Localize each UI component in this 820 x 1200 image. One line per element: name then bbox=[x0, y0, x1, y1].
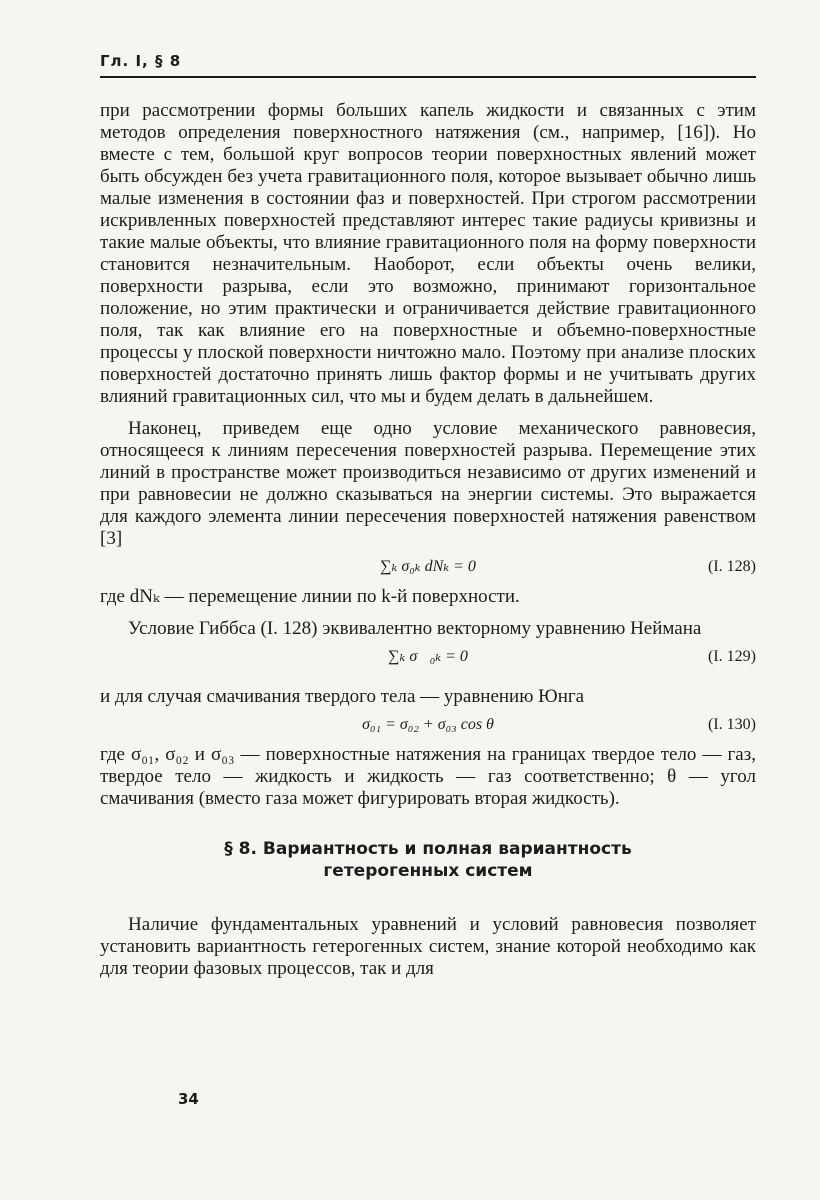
equation-130-number: (I. 130) bbox=[708, 716, 756, 733]
section-title-line-2: гетерогенных систем bbox=[323, 861, 533, 881]
equation-130: σ₀₁ = σ₀₂ + σ₀₃ cos θ bbox=[362, 716, 494, 733]
page-body bbox=[100, 100, 756, 980]
running-header: Гл. I, § 8 bbox=[100, 52, 182, 70]
paragraph-4: Условие Гиббса (I. 128) эквивалентно векторному уравнению Неймана bbox=[128, 618, 702, 639]
paragraph-6: где σ₀₁, σ₀₂ и σ₀₃ — поверхностные натяжения на границах твердое тело — газ, твердое тело — жидкость и жидкость — газ соответственно; θ — угол смачивания (вместо газа может фигурировать вторая жидкость). bbox=[100, 744, 756, 809]
equation-129-row bbox=[100, 640, 756, 676]
section-title bbox=[100, 838, 756, 882]
equation-128-number: (I. 128) bbox=[708, 558, 756, 575]
page-number: 34 bbox=[178, 1090, 199, 1108]
equation-128: ∑ₖ σ₀ₖ dNₖ = 0 bbox=[380, 558, 476, 575]
paragraph-1: при рассмотрении формы больших капель жидкости и связанных с этим методов определения поверхностного натяжения (см., например, [16]). Но вместе с тем, большой круг вопросов теории поверхностных явлений может быть обсужден без учета гравитационного поля, которое вызывает обычно лишь малые изменения в состоянии фаз и поверхностей. При строгом рассмотрении искривленных поверхностей представляют интерес такие радиусы кривизны и такие малые объекты, что влияние гравитационного поля на форму поверхности становится незначительным. Наоборот, если объекты очень велики, поверхности разрыва, если это возможно, принимают горизонтальное положение, но этим практически и ограничивается действие гравитационного поля, так как влияние его на поверхностные и объемно-поверхностные процессы у плоской поверхности ничтожно мало. Поэтому при анализе плоских поверхностей достаточно принять лишь фактор формы и не учитывать других влияний гравитационных сил, что мы и будем делать в дальнейшем. bbox=[100, 100, 756, 407]
paragraph-5: и для случая смачивания твердого тела — уравнению Юнга bbox=[100, 686, 585, 707]
paragraph-2: Наконец, приведем еще одно условие механического равновесия, относящееся к линиям пересечения поверхностей разрыва. Перемещение этих линий в пространстве может производиться независимо от других изменений и при равновесии не должно сказываться на энергии системы. Это выражается для каждого элемента линии пересечения поверхностей натяжения равенством [3] bbox=[100, 418, 756, 549]
header-rule bbox=[100, 76, 756, 78]
equation-129-number: (I. 129) bbox=[708, 648, 756, 665]
paragraph-3: где dNₖ — перемещение линии по k-й поверхности. bbox=[100, 586, 520, 607]
equation-130-row bbox=[100, 708, 756, 734]
section-title-line-1: § 8. Вариантность и полная вариантность bbox=[224, 839, 632, 859]
equation-128-row bbox=[100, 550, 756, 586]
paragraph-7: Наличие фундаментальных уравнений и условий равновесия позволяет установить вариантность гетерогенных систем, знание которой необходимо как для теории фазовых процессов, так и для bbox=[100, 914, 756, 979]
equation-129: ∑ₖ σ⃗₀ₖ = 0 bbox=[388, 648, 468, 665]
